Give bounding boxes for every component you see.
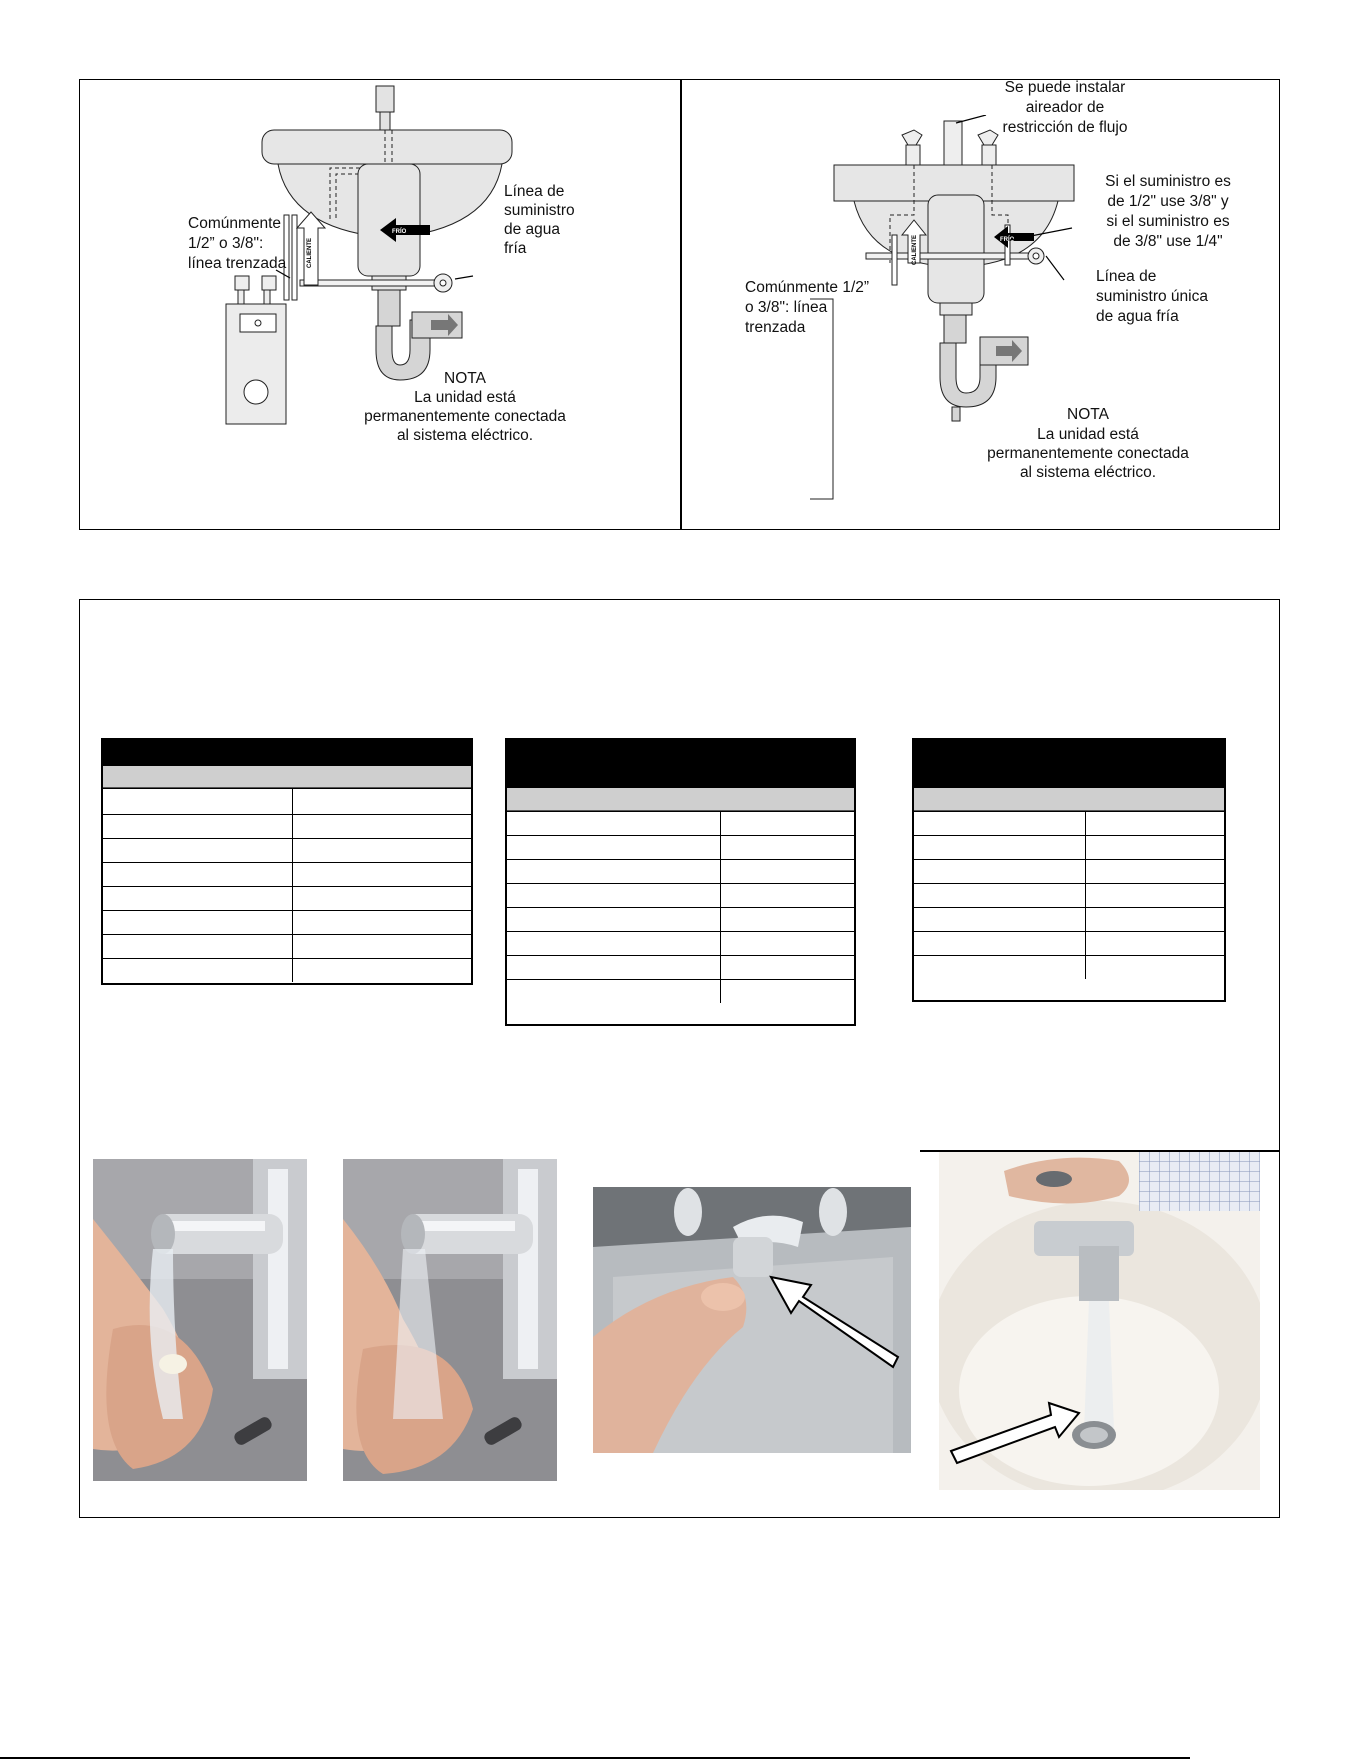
table-row bbox=[507, 979, 854, 1003]
table-row bbox=[914, 955, 1224, 979]
table-row bbox=[103, 910, 471, 934]
left-note-title: NOTA bbox=[444, 370, 486, 387]
photo-sink-drain bbox=[939, 1151, 1260, 1490]
table-row bbox=[507, 859, 854, 883]
table-row bbox=[914, 811, 1224, 835]
right-label-single: Línea de suministro única de agua fría bbox=[1096, 268, 1208, 325]
right-note-body: La unidad está permanentemente conectada al sistema eléctrico. bbox=[987, 426, 1189, 481]
table-3 bbox=[912, 738, 1226, 1002]
table-row bbox=[507, 811, 854, 835]
table-2-subheader bbox=[507, 788, 854, 811]
photo-border-line bbox=[920, 1150, 1280, 1152]
table-row bbox=[103, 814, 471, 838]
tag-hot-right-text: CALIENTE bbox=[912, 235, 918, 265]
tag-hot-left-text: CALIENTE bbox=[307, 238, 313, 268]
table-2 bbox=[505, 738, 856, 1026]
table-row bbox=[914, 883, 1224, 907]
photo-faucet-aerated bbox=[343, 1159, 557, 1481]
table-3-header bbox=[914, 740, 1224, 788]
table-row bbox=[507, 835, 854, 859]
table-row bbox=[914, 931, 1224, 955]
left-label-supply: Línea de suministro de agua fría bbox=[504, 183, 575, 257]
table-row bbox=[507, 907, 854, 931]
table-row bbox=[507, 955, 854, 979]
table-2-header bbox=[507, 740, 854, 788]
table-3-subheader bbox=[914, 788, 1224, 811]
tag-cold-right-text: FRÍO bbox=[1000, 237, 1015, 243]
right-label-sizes: Si el suministro es de 1/2" use 3/8" y si el suministro es de 3/8" use 1/4" bbox=[1105, 173, 1231, 250]
tag-cold-left-text: FRÍO bbox=[392, 229, 407, 235]
table-row bbox=[914, 907, 1224, 931]
table-row bbox=[103, 934, 471, 958]
page-bottom-rule bbox=[0, 1757, 1190, 1759]
table-1 bbox=[101, 738, 473, 985]
table-row bbox=[103, 958, 471, 982]
table-1-subheader bbox=[103, 766, 471, 788]
table-1-header bbox=[103, 740, 471, 766]
photo-aerator-removal bbox=[593, 1187, 911, 1453]
table-row bbox=[507, 883, 854, 907]
right-label-braided: Comúnmente 1/2” o 3/8": línea trenzada bbox=[745, 279, 870, 336]
table-row bbox=[103, 838, 471, 862]
right-label-aerator: Se puede instalar aireador de restricción de flujo bbox=[1002, 79, 1128, 136]
table-row bbox=[507, 931, 854, 955]
table-row bbox=[103, 788, 471, 814]
table-row bbox=[914, 835, 1224, 859]
table-row bbox=[103, 886, 471, 910]
diagram-divider bbox=[680, 79, 682, 530]
table-row bbox=[103, 862, 471, 886]
left-note-body: La unidad está permanentemente conectada al sistema eléctrico. bbox=[364, 389, 566, 444]
right-note-title: NOTA bbox=[1067, 406, 1109, 423]
table-row bbox=[914, 859, 1224, 883]
photo-faucet-splash bbox=[93, 1159, 307, 1481]
left-label-braided: Comúnmente 1/2” o 3/8": línea trenzada bbox=[188, 215, 287, 272]
